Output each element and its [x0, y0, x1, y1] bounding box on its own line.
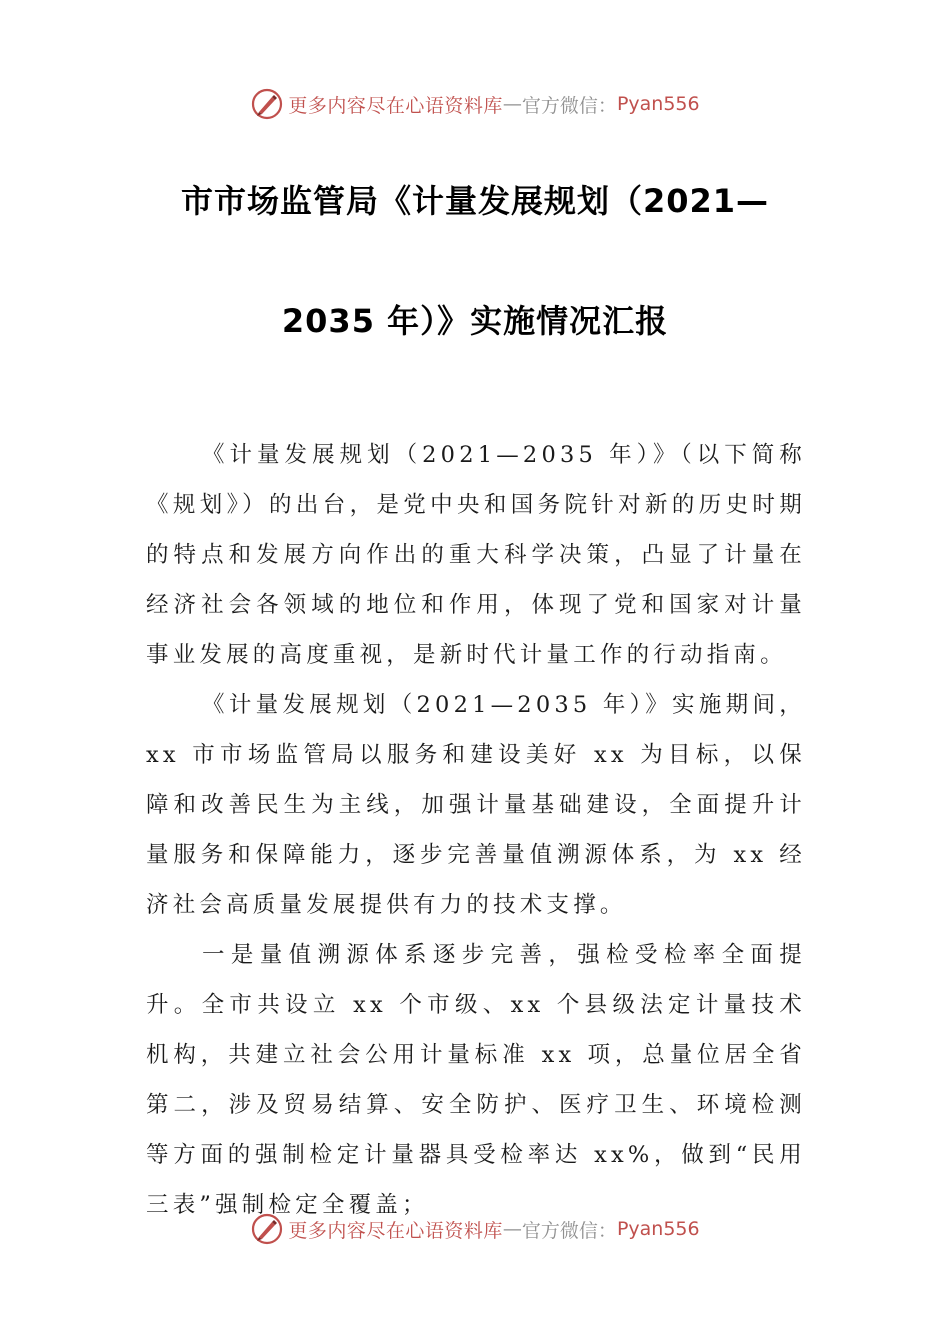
watermark-sub-text: 官方微信：	[521, 1219, 617, 1242]
document-title-line-1: 市市场监管局《计量发展规划（2021—	[180, 182, 770, 220]
document-body	[146, 430, 806, 1230]
watermark-wechat-id: Pyan556	[616, 1218, 700, 1240]
paragraph-point-one: 一是量值溯源体系逐步完善，强检受检率全面提升。全市共设立 xx 个市级、xx 个县级法定计量技术机构，共建立社会公用计量标准 xx 项，总量位居全省第二，涉及贸易结算、安全防护、医疗卫生、环境检测等方面的强制检定计量器具受检率达 xx%，做到“民用三表”强制检定全覆盖；	[146, 942, 806, 1218]
paragraph-implementation: 《计量发展规划（2021—2035 年）》实施期间，xx 市市场监管局以服务和建设美好 xx 为目标，以保障和改善民生为主线，加强计量基础建设，全面提升计量服务和保障能力，逐步完善量值溯源体系，为 xx 经济社会高质量发展提供有力的技术支撑。	[146, 692, 806, 918]
watermark-footer	[0, 1209, 950, 1249]
document-title-line-2: 2035 年）》实施情况汇报	[281, 302, 669, 340]
pen-logo-icon	[250, 87, 284, 121]
watermark-main-text: 更多内容尽在心语资料库	[288, 94, 503, 117]
pen-logo-icon	[250, 1212, 284, 1246]
watermark-dash: —	[502, 93, 522, 115]
watermark-main-text: 更多内容尽在心语资料库	[288, 1219, 503, 1242]
paragraph-intro: 《计量发展规划（2021—2035 年）》（以下简称《规划》）的出台，是党中央和国务院针对新的历史时期的特点和发展方向作出的重大科学决策，凸显了计量在经济社会各领域的地位和作用，体现了党和国家对计量事业发展的高度重视，是新时代计量工作的行动指南。	[146, 442, 806, 668]
watermark-header	[0, 84, 950, 124]
watermark-dash: —	[502, 1218, 522, 1240]
watermark-sub-text: 官方微信：	[521, 94, 617, 117]
watermark-wechat-id: Pyan556	[616, 93, 700, 115]
